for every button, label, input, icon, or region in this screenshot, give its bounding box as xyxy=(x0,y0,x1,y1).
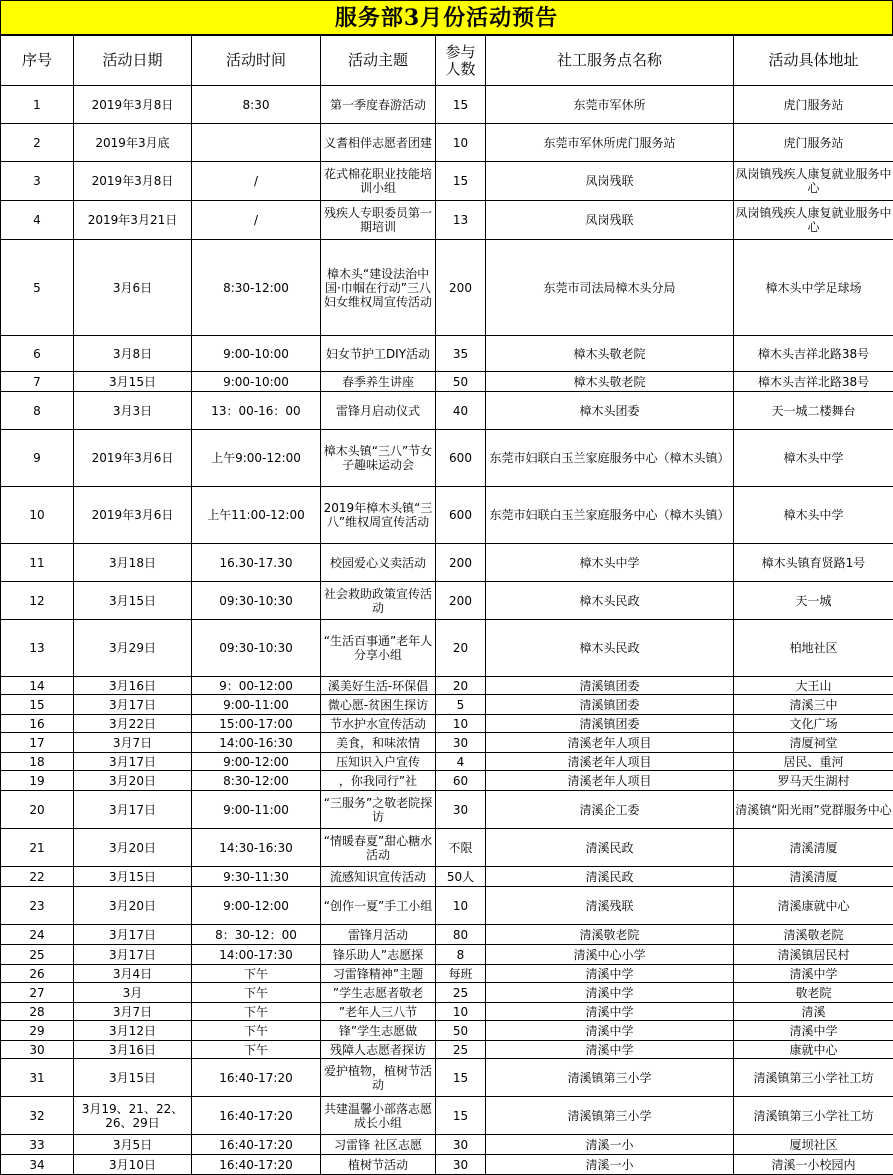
cell-service-point: 清溪中心小学 xyxy=(486,945,734,965)
cell-date: 3月17日 xyxy=(74,753,192,771)
cell-time: 9:00-10:00 xyxy=(192,336,321,372)
cell-address: 敬老院 xyxy=(734,983,893,1003)
cell-date: 2019年3月底 xyxy=(74,124,192,162)
cell-date: 3月15日 xyxy=(74,372,192,392)
cell-date: 2019年3月6日 xyxy=(74,430,192,487)
cell-date: 3月22日 xyxy=(74,715,192,733)
cell-time: 14:00-17:30 xyxy=(192,945,321,965)
cell-time: 下午 xyxy=(192,1041,321,1059)
activity-table xyxy=(0,35,893,1175)
cell-index: 16 xyxy=(1,715,74,733)
cell-service-point: 清溪敬老院 xyxy=(486,925,734,945)
cell-index: 33 xyxy=(1,1135,74,1155)
header-service-point: 社工服务点名称 xyxy=(486,36,734,86)
cell-service-point: 清溪中学 xyxy=(486,1041,734,1059)
cell-participants: 200 xyxy=(436,582,486,620)
cell-service-point: 清溪老年人项目 xyxy=(486,733,734,753)
cell-time: 上午9:00-12:00 xyxy=(192,430,321,487)
cell-service-point: 东莞市司法局樟木头分局 xyxy=(486,240,734,336)
cell-participants: 25 xyxy=(436,983,486,1003)
cell-index: 23 xyxy=(1,887,74,925)
cell-participants: 8 xyxy=(436,945,486,965)
cell-address: 清溪镇第三小学社工坊 xyxy=(734,1059,893,1097)
cell-index: 27 xyxy=(1,983,74,1003)
table-row xyxy=(1,945,893,965)
header-theme: 活动主题 xyxy=(321,36,436,86)
cell-theme: 压知识入户宣传 xyxy=(321,753,436,771)
cell-participants: 5 xyxy=(436,695,486,715)
cell-address: 清溪 xyxy=(734,1003,893,1021)
cell-time: 下午 xyxy=(192,965,321,983)
table-row xyxy=(1,867,893,887)
cell-time: 9:00-12:00 xyxy=(192,753,321,771)
cell-index: 28 xyxy=(1,1003,74,1021)
cell-theme: 妇女节护工DIY活动 xyxy=(321,336,436,372)
cell-theme: 习雷锋精神”主题 xyxy=(321,965,436,983)
cell-service-point: 凤岗残联 xyxy=(486,201,734,240)
cell-participants: 15 xyxy=(436,162,486,201)
cell-address: 清溪清厦 xyxy=(734,829,893,867)
cell-index: 14 xyxy=(1,677,74,695)
cell-time xyxy=(192,124,321,162)
cell-time: 16:40-17:20 xyxy=(192,1155,321,1175)
cell-participants: 10 xyxy=(436,715,486,733)
cell-address: 凤岗镇残疾人康复就业服务中心 xyxy=(734,201,893,240)
cell-index: 9 xyxy=(1,430,74,487)
cell-date: 3月12日 xyxy=(74,1021,192,1041)
cell-address: 居民、重河 xyxy=(734,753,893,771)
cell-address: 樟木头中学足球场 xyxy=(734,240,893,336)
cell-date: 3月8日 xyxy=(74,336,192,372)
table-row xyxy=(1,771,893,791)
cell-address: 文化广场 xyxy=(734,715,893,733)
cell-address: 清溪中学 xyxy=(734,965,893,983)
cell-service-point: 樟木头中学 xyxy=(486,544,734,582)
cell-participants: 80 xyxy=(436,925,486,945)
cell-service-point: 清溪企工委 xyxy=(486,791,734,829)
cell-index: 12 xyxy=(1,582,74,620)
table-row xyxy=(1,677,893,695)
cell-date: 3月7日 xyxy=(74,733,192,753)
cell-theme: 锋乐助人”志愿探 xyxy=(321,945,436,965)
cell-date: 3月20日 xyxy=(74,887,192,925)
cell-theme: 锋”学生志愿做 xyxy=(321,1021,436,1041)
cell-address: 凤岗镇残疾人康复就业服务中心 xyxy=(734,162,893,201)
cell-service-point: 清溪一小 xyxy=(486,1135,734,1155)
cell-service-point: 东莞市军休所 xyxy=(486,86,734,124)
cell-index: 3 xyxy=(1,162,74,201)
cell-address: 樟木头中学 xyxy=(734,430,893,487)
cell-index: 17 xyxy=(1,733,74,753)
table-row xyxy=(1,124,893,162)
cell-address: 清溪中学 xyxy=(734,1021,893,1041)
cell-time: / xyxy=(192,201,321,240)
cell-date: 3月16日 xyxy=(74,677,192,695)
cell-theme: 流感知识宣传活动 xyxy=(321,867,436,887)
cell-service-point: 樟木头敬老院 xyxy=(486,372,734,392)
cell-theme: 义耆相伴志愿者团建 xyxy=(321,124,436,162)
table-row xyxy=(1,86,893,124)
cell-address: 罗马天生湖村 xyxy=(734,771,893,791)
table-row xyxy=(1,887,893,925)
table-row xyxy=(1,695,893,715)
cell-date: 3月15日 xyxy=(74,867,192,887)
header-index: 序号 xyxy=(1,36,74,86)
cell-theme: 樟木头“建设法治中国·巾帼在行动”三八妇女维权周宣传活动 xyxy=(321,240,436,336)
cell-date: 3月5日 xyxy=(74,1135,192,1155)
cell-address: 清溪镇居民村 xyxy=(734,945,893,965)
cell-participants: 10 xyxy=(436,887,486,925)
cell-participants: 60 xyxy=(436,771,486,791)
cell-participants: 15 xyxy=(436,1059,486,1097)
table-row xyxy=(1,240,893,336)
cell-index: 7 xyxy=(1,372,74,392)
cell-theme: 爱护植物，植树节活动 xyxy=(321,1059,436,1097)
cell-service-point: 东莞市妇联白玉兰家庭服务中心（樟木头镇） xyxy=(486,430,734,487)
table-row xyxy=(1,1135,893,1155)
cell-index: 1 xyxy=(1,86,74,124)
cell-time: 9:00-10:00 xyxy=(192,372,321,392)
cell-participants: 50 xyxy=(436,372,486,392)
cell-theme: 微心愿-贫困生探访 xyxy=(321,695,436,715)
cell-participants: 20 xyxy=(436,620,486,677)
cell-theme: ，你我同行”社 xyxy=(321,771,436,791)
cell-date: 3月 xyxy=(74,983,192,1003)
cell-service-point: 东莞市妇联白玉兰家庭服务中心（樟木头镇） xyxy=(486,487,734,544)
cell-date: 3月29日 xyxy=(74,620,192,677)
cell-participants: 600 xyxy=(436,487,486,544)
cell-service-point: 清溪中学 xyxy=(486,1003,734,1021)
cell-participants: 40 xyxy=(436,392,486,430)
cell-time: 14:00-16:30 xyxy=(192,733,321,753)
cell-time: / xyxy=(192,162,321,201)
table-row xyxy=(1,430,893,487)
cell-address: 清溪敬老院 xyxy=(734,925,893,945)
table-row xyxy=(1,733,893,753)
cell-time: 9:00-11:00 xyxy=(192,791,321,829)
cell-address: 清溪清厦 xyxy=(734,867,893,887)
table-row xyxy=(1,1059,893,1097)
cell-address: 康就中心 xyxy=(734,1041,893,1059)
cell-service-point: 清溪镇第三小学 xyxy=(486,1059,734,1097)
table-row xyxy=(1,1041,893,1059)
cell-time: 16:40-17:20 xyxy=(192,1059,321,1097)
cell-index: 19 xyxy=(1,771,74,791)
cell-theme: 第一季度春游活动 xyxy=(321,86,436,124)
cell-theme: 校园爱心义卖活动 xyxy=(321,544,436,582)
cell-time: 13：00-16：00 xyxy=(192,392,321,430)
cell-date: 3月4日 xyxy=(74,965,192,983)
cell-participants: 不限 xyxy=(436,829,486,867)
cell-time: 16.30-17.30 xyxy=(192,544,321,582)
cell-participants: 200 xyxy=(436,544,486,582)
cell-index: 20 xyxy=(1,791,74,829)
header-date: 活动日期 xyxy=(74,36,192,86)
cell-time: 8:30-12:00 xyxy=(192,240,321,336)
cell-service-point: 清溪老年人项目 xyxy=(486,771,734,791)
cell-address: 厦坝社区 xyxy=(734,1135,893,1155)
cell-date: 3月6日 xyxy=(74,240,192,336)
cell-time: 9:00-11:00 xyxy=(192,695,321,715)
cell-index: 32 xyxy=(1,1097,74,1135)
table-row xyxy=(1,1155,893,1175)
cell-index: 2 xyxy=(1,124,74,162)
table-row xyxy=(1,715,893,733)
cell-theme: “生活百事通”老年人分享小组 xyxy=(321,620,436,677)
cell-date: 2019年3月6日 xyxy=(74,487,192,544)
table-row xyxy=(1,201,893,240)
cell-service-point: 清溪残联 xyxy=(486,887,734,925)
cell-index: 25 xyxy=(1,945,74,965)
cell-theme: 春季养生讲座 xyxy=(321,372,436,392)
cell-theme: 2019年樟木头镇“三八”维权周宣传活动 xyxy=(321,487,436,544)
cell-address: 樟木头镇育贤路1号 xyxy=(734,544,893,582)
cell-index: 15 xyxy=(1,695,74,715)
table-row xyxy=(1,1021,893,1041)
cell-participants: 30 xyxy=(436,791,486,829)
cell-participants: 600 xyxy=(436,430,486,487)
cell-date: 2019年3月8日 xyxy=(74,162,192,201)
cell-address: 清溪康就中心 xyxy=(734,887,893,925)
cell-participants: 10 xyxy=(436,124,486,162)
cell-theme: “三服务”之敬老院探访 xyxy=(321,791,436,829)
cell-address: 樟木头吉祥北路38号 xyxy=(734,336,893,372)
table-row xyxy=(1,983,893,1003)
cell-time: 09:30-10:30 xyxy=(192,582,321,620)
cell-participants: 13 xyxy=(436,201,486,240)
cell-theme: 节水护水宣传活动 xyxy=(321,715,436,733)
table-row xyxy=(1,392,893,430)
cell-index: 13 xyxy=(1,620,74,677)
cell-date: 3月16日 xyxy=(74,1041,192,1059)
cell-time: 8:30-12:00 xyxy=(192,771,321,791)
cell-index: 21 xyxy=(1,829,74,867)
table-row xyxy=(1,372,893,392)
cell-time: 9:00-12:00 xyxy=(192,887,321,925)
cell-date: 3月10日 xyxy=(74,1155,192,1175)
cell-address: 天一城 xyxy=(734,582,893,620)
cell-theme: “创作一夏”手工小组 xyxy=(321,887,436,925)
table-row xyxy=(1,620,893,677)
cell-address: 清厦祠堂 xyxy=(734,733,893,753)
cell-date: 3月15日 xyxy=(74,582,192,620)
cell-participants: 30 xyxy=(436,733,486,753)
table-row xyxy=(1,1003,893,1021)
cell-theme: ”老年人三八节 xyxy=(321,1003,436,1021)
cell-service-point: 清溪中学 xyxy=(486,965,734,983)
cell-date: 3月17日 xyxy=(74,945,192,965)
cell-time: 9：00-12:00 xyxy=(192,677,321,695)
table-row xyxy=(1,582,893,620)
cell-date: 3月20日 xyxy=(74,829,192,867)
cell-address: 樟木头中学 xyxy=(734,487,893,544)
cell-date: 3月18日 xyxy=(74,544,192,582)
table-row xyxy=(1,791,893,829)
sheet-title: 服务部3月份活动预告 xyxy=(0,0,893,35)
cell-participants: 50 xyxy=(436,1021,486,1041)
table-row xyxy=(1,162,893,201)
table-row xyxy=(1,1097,893,1135)
cell-date: 3月17日 xyxy=(74,791,192,829)
cell-index: 6 xyxy=(1,336,74,372)
cell-time: 上午11:00-12:00 xyxy=(192,487,321,544)
cell-date: 3月17日 xyxy=(74,925,192,945)
cell-service-point: 清溪一小 xyxy=(486,1155,734,1175)
cell-index: 5 xyxy=(1,240,74,336)
cell-time: 8:30 xyxy=(192,86,321,124)
cell-address: 樟木头吉祥北路38号 xyxy=(734,372,893,392)
cell-theme: 习雷锋 社区志愿 xyxy=(321,1135,436,1155)
cell-service-point: 清溪老年人项目 xyxy=(486,753,734,771)
cell-participants: 30 xyxy=(436,1155,486,1175)
cell-theme: 残疾人专职委员第一期培训 xyxy=(321,201,436,240)
cell-service-point: 清溪民政 xyxy=(486,829,734,867)
cell-participants: 10 xyxy=(436,1003,486,1021)
cell-address: 清溪三中 xyxy=(734,695,893,715)
cell-participants: 15 xyxy=(436,86,486,124)
cell-index: 18 xyxy=(1,753,74,771)
cell-service-point: 清溪中学 xyxy=(486,983,734,1003)
cell-time: 09:30-10:30 xyxy=(192,620,321,677)
cell-service-point: 清溪民政 xyxy=(486,867,734,887)
cell-service-point: 凤岗残联 xyxy=(486,162,734,201)
cell-participants: 30 xyxy=(436,1135,486,1155)
cell-time: 下午 xyxy=(192,1021,321,1041)
cell-date: 3月15日 xyxy=(74,1059,192,1097)
header-participants: 参与 人数 xyxy=(436,36,486,86)
cell-date: 3月7日 xyxy=(74,1003,192,1021)
cell-theme: 美食，和味浓情 xyxy=(321,733,436,753)
cell-time: 下午 xyxy=(192,1003,321,1021)
table-row xyxy=(1,925,893,945)
cell-service-point: 清溪镇团委 xyxy=(486,677,734,695)
cell-service-point: 樟木头民政 xyxy=(486,620,734,677)
cell-time: 下午 xyxy=(192,983,321,1003)
cell-date: 3月17日 xyxy=(74,695,192,715)
cell-index: 31 xyxy=(1,1059,74,1097)
cell-address: 虎门服务站 xyxy=(734,86,893,124)
table-body xyxy=(1,86,893,1175)
header-time: 活动时间 xyxy=(192,36,321,86)
cell-index: 34 xyxy=(1,1155,74,1175)
cell-index: 29 xyxy=(1,1021,74,1041)
header-address: 活动具体地址 xyxy=(734,36,893,86)
cell-index: 4 xyxy=(1,201,74,240)
cell-participants: 35 xyxy=(436,336,486,372)
cell-address: 天一城二楼舞台 xyxy=(734,392,893,430)
cell-theme: 樟木头镇“三八”节女子趣味运动会 xyxy=(321,430,436,487)
header-row xyxy=(1,36,893,86)
cell-time: 14:30-16:30 xyxy=(192,829,321,867)
table-row xyxy=(1,829,893,867)
cell-date: 2019年3月8日 xyxy=(74,86,192,124)
cell-service-point: 樟木头敬老院 xyxy=(486,336,734,372)
cell-participants: 50人 xyxy=(436,867,486,887)
table-row xyxy=(1,487,893,544)
cell-service-point: 清溪镇第三小学 xyxy=(486,1097,734,1135)
table-row xyxy=(1,965,893,983)
cell-index: 8 xyxy=(1,392,74,430)
cell-date: 3月19、21、22、26、29日 xyxy=(74,1097,192,1135)
cell-theme: “情暖春夏”甜心糖水活动 xyxy=(321,829,436,867)
cell-address: 大王山 xyxy=(734,677,893,695)
cell-index: 11 xyxy=(1,544,74,582)
cell-index: 22 xyxy=(1,867,74,887)
cell-time: 9:30-11:30 xyxy=(192,867,321,887)
cell-service-point: 清溪镇团委 xyxy=(486,695,734,715)
cell-index: 26 xyxy=(1,965,74,983)
cell-address: 清溪镇第三小学社工坊 xyxy=(734,1097,893,1135)
cell-index: 10 xyxy=(1,487,74,544)
cell-time: 16:40-17:20 xyxy=(192,1135,321,1155)
cell-participants: 15 xyxy=(436,1097,486,1135)
cell-theme: 雷锋月活动 xyxy=(321,925,436,945)
cell-date: 2019年3月21日 xyxy=(74,201,192,240)
cell-participants: 4 xyxy=(436,753,486,771)
table-row xyxy=(1,544,893,582)
cell-theme: 社会救助政策宣传活动 xyxy=(321,582,436,620)
cell-theme: 雷锋月启动仪式 xyxy=(321,392,436,430)
cell-date: 3月3日 xyxy=(74,392,192,430)
table-header xyxy=(1,36,893,86)
cell-index: 30 xyxy=(1,1041,74,1059)
cell-service-point: 清溪镇团委 xyxy=(486,715,734,733)
cell-theme: 植树节活动 xyxy=(321,1155,436,1175)
cell-address: 清溪一小校园内 xyxy=(734,1155,893,1175)
cell-participants: 200 xyxy=(436,240,486,336)
cell-address: 清溪镇“阳光雨”党群服务中心 xyxy=(734,791,893,829)
cell-service-point: 东莞市军休所虎门服务站 xyxy=(486,124,734,162)
cell-date: 3月20日 xyxy=(74,771,192,791)
cell-theme: 溪美好生活-环保倡 xyxy=(321,677,436,695)
cell-address: 柏地社区 xyxy=(734,620,893,677)
cell-theme: 花式棉花职业技能培训小组 xyxy=(321,162,436,201)
cell-participants: 20 xyxy=(436,677,486,695)
cell-address: 虎门服务站 xyxy=(734,124,893,162)
table-row xyxy=(1,336,893,372)
cell-participants: 25 xyxy=(436,1041,486,1059)
cell-index: 24 xyxy=(1,925,74,945)
cell-participants: 每班 xyxy=(436,965,486,983)
cell-time: 15:00-17:00 xyxy=(192,715,321,733)
cell-time: 16:40-17:20 xyxy=(192,1097,321,1135)
cell-time: 8：30-12：00 xyxy=(192,925,321,945)
cell-service-point: 樟木头团委 xyxy=(486,392,734,430)
cell-theme: ”学生志愿者敬老 xyxy=(321,983,436,1003)
cell-service-point: 清溪中学 xyxy=(486,1021,734,1041)
table-row xyxy=(1,753,893,771)
cell-service-point: 樟木头民政 xyxy=(486,582,734,620)
cell-theme: 残障人志愿者探访 xyxy=(321,1041,436,1059)
cell-theme: 共建温馨小部落志愿成长小组 xyxy=(321,1097,436,1135)
